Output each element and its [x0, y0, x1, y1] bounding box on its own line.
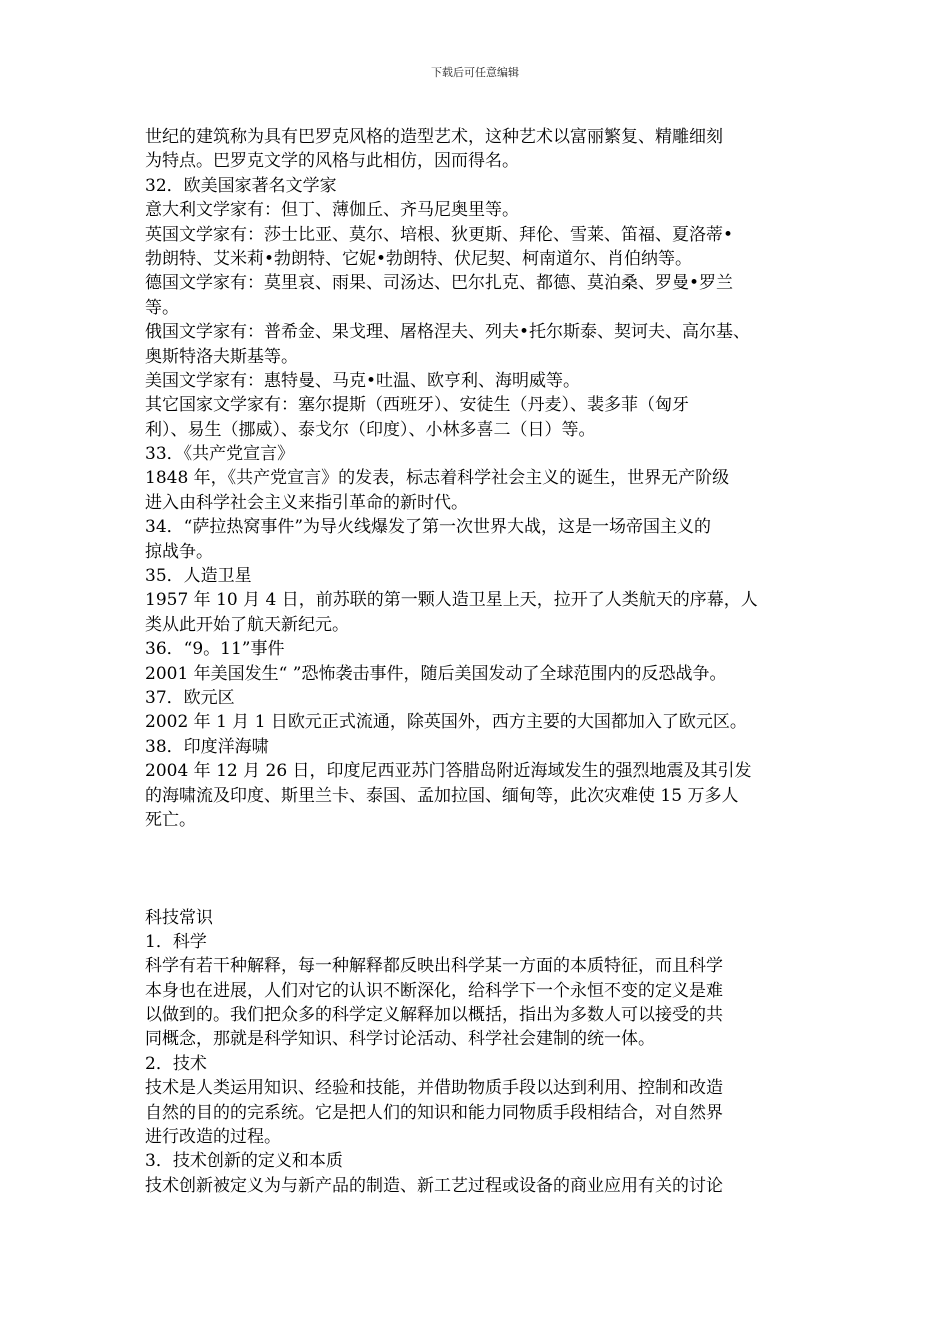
text-line: 的海啸流及印度、斯里兰卡、泰国、孟加拉国、缅甸等，此次灾难使 15 万多人 — [145, 785, 739, 806]
text-line: 美国文学家有：惠特曼、马克•吐温、欧亨利、海明威等。 — [145, 370, 581, 391]
text-line: 1848 年，《共产党宣言》的发表，标志着科学社会主义的诞生，世界无产阶级 — [145, 468, 730, 489]
text-line: 进入由科学社会主义来指引革命的新时代。 — [145, 492, 468, 513]
text-line: 勃朗特、艾米莉•勃朗特、它妮•勃朗特、伏尼契、柯南道尔、肖伯纳等。 — [145, 248, 693, 269]
section-heading: 32．欧美国家著名文学家 — [145, 175, 337, 196]
blank-line — [145, 857, 825, 881]
text-line: 意大利文学家有：但丁、薄伽丘、齐马尼奥里等。 — [145, 200, 519, 221]
text-line: 英国文学家有：莎士比亚、莫尔、培根、狄更斯、拜伦、雪莱、笛福、夏洛蒂• — [145, 224, 734, 245]
text-line: 自然的目的的完系统。它是把人们的知识和能力同物质手段相结合，对自然界 — [145, 1102, 723, 1123]
text-line: 技术是人类运用知识、经验和技能，并借助物质手段以达到利用、控制和改造 — [145, 1078, 723, 1099]
text-line: 掠战争。 — [145, 541, 213, 562]
document-body — [145, 125, 825, 1198]
text-line: 2002 年 1 月 1 日欧元正式流通，除英国外，西方主要的大国都加入了欧元区。 — [145, 712, 747, 733]
text-line: 技术创新被定义为与新产品的制造、新工艺过程或设备的商业应用有关的讨论 — [145, 1175, 723, 1196]
text-line: 死亡。 — [145, 809, 196, 830]
text-line: 德国文学家有：莫里哀、雨果、司汤达、巴尔扎克、都德、莫泊桑、罗曼•罗兰 — [145, 273, 734, 294]
section-heading: 34．“萨拉热窝事件”为导火线爆发了第一次世界大战，这是一场帝国主义的 — [145, 517, 712, 538]
text-line: 俄国文学家有：普希金、果戈理、屠格涅夫、列夫•托尔斯泰、契诃夫、高尔基、 — [145, 322, 751, 343]
text-line: 2001 年美国发生“ ”恐怖袭击事件，随后美国发动了全球范围内的反恐战争。 — [145, 663, 727, 684]
section-heading: 2．技术 — [145, 1053, 207, 1074]
blank-line — [145, 881, 825, 905]
section-heading: 37．欧元区 — [145, 687, 235, 708]
text-line: 其它国家文学家有：塞尔提斯（西班牙）、安徒生（丹麦）、裴多菲（匈牙 — [145, 395, 689, 416]
text-line: 2004 年 12 月 26 日，印度尼西亚苏门答腊岛附近海域发生的强烈地震及其引发 — [145, 761, 752, 782]
section-heading: 36．“9。11”事件 — [145, 639, 285, 660]
section-heading: 35．人造卫星 — [145, 566, 252, 587]
section-heading: 1．科学 — [145, 931, 207, 952]
text-line: 类从此开始了航天新纪元。 — [145, 614, 349, 635]
blank-line — [145, 832, 825, 856]
text-line: 进行改造的过程。 — [145, 1127, 281, 1148]
text-line: 1957 年 10 月 4 日，前苏联的第一颗人造卫星上天，拉开了人类航天的序幕，人 — [145, 590, 758, 611]
page-header: 下载后可任意编辑 — [431, 66, 519, 79]
text-block-science-knowledge — [145, 906, 825, 1199]
text-line: 本身也在进展，人们对它的认识不断深化，给科学下一个永恒不变的定义是难 — [145, 980, 723, 1001]
text-line: 世纪的建筑称为具有巴罗克风格的造型艺术，这种艺术以富丽繁复、精雕细刻 — [145, 127, 723, 147]
text-line: 同概念，那就是科学知识、科学讨论活动、科学社会建制的统一体。 — [145, 1029, 655, 1050]
text-line: 等。 — [145, 297, 179, 318]
text-line: 利）、易生（挪威）、泰戈尔（印度）、小林多喜二（日）等。 — [145, 419, 596, 440]
text-block-literature-history — [145, 125, 825, 832]
text-line: 为特点。巴罗克文学的风格与此相仿，因而得名。 — [145, 151, 519, 172]
section-heading: 33．《共产党宣言》 — [145, 444, 295, 465]
text-line: 科学有若干种解释，每一种解释都反映出科学某一方面的本质特征，而且科学 — [145, 956, 723, 977]
text-line: 奥斯特洛夫斯基等。 — [145, 346, 298, 367]
chapter-title: 科技常识 — [145, 907, 213, 928]
section-heading: 3．技术创新的定义和本质 — [145, 1151, 343, 1172]
section-heading: 38．印度洋海啸 — [145, 736, 269, 757]
text-line: 以做到的。我们把众多的科学定义解释加以概括，指出为多数人可以接受的共 — [145, 1005, 723, 1026]
